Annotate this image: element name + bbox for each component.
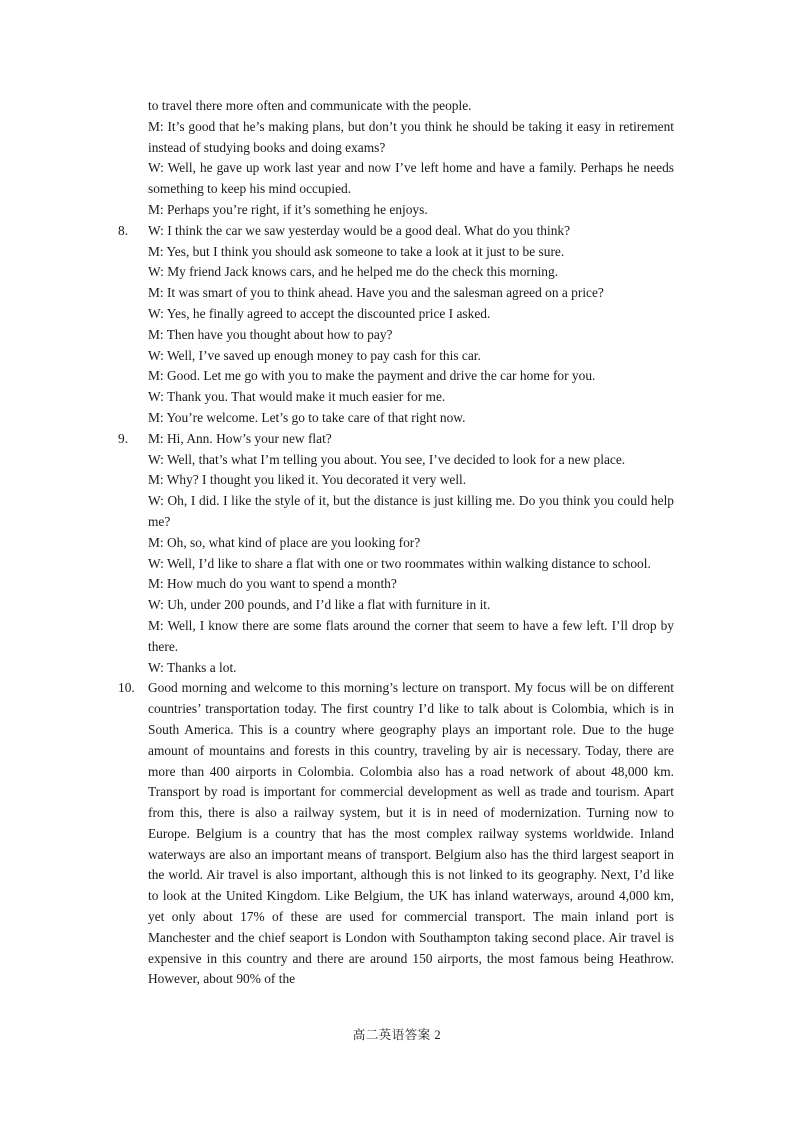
dialogue-line: W: Well, I’ve saved up enough money to pay cash for this car. (148, 347, 481, 363)
dialogue-line: M: Then have you thought about how to pay? (148, 326, 393, 342)
dialogue-line: W: Well, I’d like to share a flat with one or two roommates within walking distance to school. (148, 555, 651, 571)
dialogue-line: W: Oh, I did. I like the style of it, but the distance is just killing me. Do you think you could help me? (148, 493, 674, 529)
page-content (118, 96, 674, 990)
dialogue-line: M: Perhaps you’re right, if it’s something he enjoys. (148, 201, 428, 217)
dialogue-line: W: Well, that’s what I’m telling you about. You see, I’ve decided to look for a new place. (148, 451, 626, 467)
dialogue-line: M: You’re welcome. Let’s go to take care of that right now. (148, 409, 466, 425)
dialogue-line: M: Oh, so, what kind of place are you looking for? (148, 534, 421, 550)
dialogue-line: M: It’s good that he’s making plans, but don’t you think he should be taking it easy in retirement instead of studying books and doing exams? (148, 118, 674, 155)
dialogue-line: W: My friend Jack knows cars, and he helped me do the check this morning. (148, 264, 559, 280)
dialogue-line: W: Yes, he finally agreed to accept the discounted price I asked. (148, 305, 491, 321)
item-number: 8. (118, 222, 129, 238)
dialogue-line: W: Well, he gave up work last year and now I’ve left home and have a family. Perhaps he needs something to keep his mind occupied. (148, 160, 674, 197)
item-number: 9. (118, 430, 129, 446)
dialogue-line: M: Yes, but I think you should ask someone to take a look at it just to be sure. (148, 243, 565, 259)
dialogue-line: to travel there more often and communicate with the people. (148, 98, 472, 113)
page-footer: 高二英语答案 2 (352, 1028, 442, 1042)
dialogue-line: W: Thank you. That would make it much easier for me. (148, 389, 446, 405)
dialogue-line: W: Uh, under 200 pounds, and I’d like a flat with furniture in it. (148, 597, 491, 613)
item-number: 10. (118, 680, 135, 696)
dialogue-line: M: How much do you want to spend a month? (148, 576, 397, 592)
dialogue-line: M: Well, I know there are some flats around the corner that seem to have a few left. I’ll drop by there. (148, 617, 674, 654)
dialogue-line: M: Why? I thought you liked it. You decorated it very well. (148, 472, 467, 488)
lecture-text: Good morning and welcome to this morning’s lecture on transport. My focus will be on different countries’ transportation today. The first country I’d like to talk about is Colombia, which is in South America. This is a country where geography plays an important role. Due to the huge amount of mountains and forests in this country, traveling by air is necessary. Today, there are more than 400 airports in Colombia. Colombia also has a road network of about 48,000 km. Transport by road is important for commercial development as well as trade and tourism. Apart from this, there is also a railway system, but it is in need of modernization. Turning now to Europe. Belgium is a country that has the most complex railway systems worldwide. Inland waterways are also an important means of transport. Belgium also has the third largest seaport in the world. Air travel is also important, although this is not linked to its geography. Next, I’d like to look at the United Kingdom. Like Belgium, the UK has inland waterways, around 4,000 km, yet only about 17% of these are used for commercial transport. The main inland port is Manchester and the chief seaport is London with Southampton taking second place. Air travel is expensive in this country and there are around 150 airports, the most famous being Heathrow. However, about 90% of the (148, 680, 674, 987)
dialogue-line: M: It was smart of you to think ahead. Have you and the salesman agreed on a price? (148, 285, 604, 301)
item-8-first-line (118, 221, 674, 242)
dialogue-line: W: Thanks a lot. (148, 659, 237, 675)
dialogue-line: M: Good. Let me go with you to make the payment and drive the car home for you. (148, 368, 596, 384)
dialogue-line: W: I think the car we saw yesterday would be a good deal. What do you think? (148, 222, 571, 238)
item-9-first-line (118, 429, 674, 450)
dialogue-line: M: Hi, Ann. How’s your new flat? (148, 430, 332, 446)
item-10-paragraph (118, 678, 674, 990)
